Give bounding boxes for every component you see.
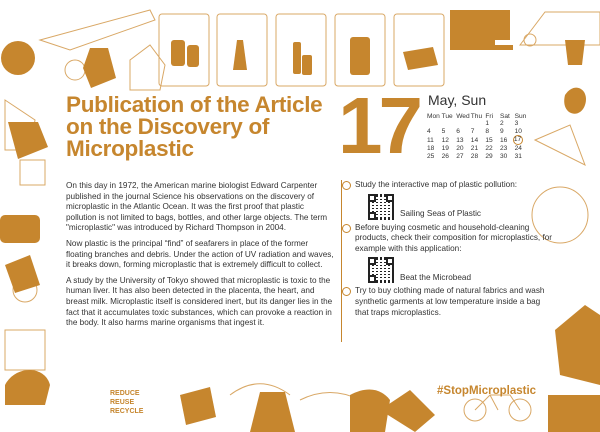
weekday-label: Thu xyxy=(470,113,483,120)
calendar-day-number: 9 xyxy=(499,127,504,135)
calendar-day xyxy=(485,145,500,152)
calendar-day-number: 5 xyxy=(441,127,446,135)
calendar-day-number: 19 xyxy=(441,145,449,153)
calendar-day xyxy=(485,135,500,145)
paragraph: Now plastic is the principal “find” of seafarers in place of the former floating branches and debris. Under the action of UV radiation and waves, it breaks down, forming microplastic that is extremely difficult to collect. xyxy=(66,238,334,270)
calendar-day-number: 8 xyxy=(485,127,490,135)
calendar-day xyxy=(456,135,471,145)
month-weekday: May, Sun xyxy=(428,92,487,108)
calendar-day-number: 13 xyxy=(456,136,464,144)
weekday-label: Wed xyxy=(456,113,470,120)
calendar-week-row xyxy=(427,120,529,127)
mini-calendar xyxy=(427,113,529,160)
weekday-label: Mon xyxy=(427,113,440,120)
tips-list xyxy=(355,180,555,321)
calendar-day xyxy=(427,135,442,145)
calendar-day xyxy=(442,145,457,152)
tip-item xyxy=(355,223,555,284)
calendar-day-number: 22 xyxy=(485,145,493,153)
calendar-day xyxy=(442,135,457,145)
calendar-day xyxy=(427,153,442,160)
qr-label: Beat the Microbead xyxy=(400,272,472,282)
calendar-day-number: 2 xyxy=(499,120,504,128)
calendar-day-number: 21 xyxy=(470,145,479,153)
calendar-day xyxy=(456,153,471,160)
hashtag: #StopMicroplastic xyxy=(437,385,537,397)
weekday-label: Sun xyxy=(514,113,527,120)
calendar-day xyxy=(442,120,457,127)
calendar-day xyxy=(515,120,530,127)
calendar-week-row xyxy=(427,153,529,160)
divider-line xyxy=(341,180,342,342)
qr-link-sailing-seas[interactable] xyxy=(368,194,555,220)
calendar-day-number: 11 xyxy=(427,136,434,144)
page-title: Publication of the Article on the Discovery of Microplastic xyxy=(66,92,323,161)
calendar-day xyxy=(427,128,442,135)
qr-label: Sailing Seas of Plastic xyxy=(400,209,482,218)
calendar-day-number: 18 xyxy=(427,145,435,153)
calendar-day-number: 28 xyxy=(470,152,479,160)
calendar-day-number: 30 xyxy=(499,152,508,160)
calendar-day xyxy=(471,128,486,135)
calendar-day-number: 26 xyxy=(441,152,449,160)
calendar-day xyxy=(515,135,530,145)
calendar-day xyxy=(500,145,515,152)
calendar-day-number: 7 xyxy=(470,127,475,135)
calendar-day xyxy=(442,153,457,160)
calendar-day-number: 29 xyxy=(485,152,493,160)
weekday-label: Tue xyxy=(441,113,453,120)
calendar-header-row xyxy=(427,113,529,120)
calendar-day xyxy=(471,153,486,160)
paragraph: A study by the University of Tokyo showed that microplastic is toxic to the human liver. It has also been detected in the placenta, the heart, and breast milk. Microplastic itself is considered inert, but its danger lies in the fact that it accumulates toxic substances, which can provoke a reaction in the body. It also harms marine organisms that ingest it. xyxy=(66,275,333,328)
calendar-day xyxy=(515,145,530,152)
calendar-day-number: 17 xyxy=(513,136,522,144)
calendar-day-number: 20 xyxy=(456,145,464,153)
calendar-day-number: 27 xyxy=(456,152,464,160)
calendar-day-number: 16 xyxy=(499,136,508,144)
calendar-day xyxy=(515,153,530,160)
day-number: 17 xyxy=(338,81,419,170)
calendar-day-number: 4 xyxy=(427,127,431,135)
calendar-day-number: 10 xyxy=(514,127,522,135)
calendar-day-number: 23 xyxy=(499,145,508,153)
tip-text: Study the interactive map of plastic pollution: xyxy=(355,180,518,189)
qr-code-icon[interactable] xyxy=(368,194,394,220)
tip-text: Before buying cosmetic and household-cleaning products, check their composition for microplastics, for example with this application: xyxy=(355,222,553,253)
calendar-day xyxy=(456,145,471,152)
tip-item xyxy=(355,180,555,220)
svg-text:RECYCLE: RECYCLE xyxy=(110,408,144,415)
calendar-day xyxy=(485,153,500,160)
calendar-day-number: 31 xyxy=(514,152,522,160)
svg-text:REUSE: REUSE xyxy=(110,399,135,406)
calendar-day xyxy=(471,120,486,127)
calendar-day xyxy=(456,120,471,127)
calendar-day-number: 12 xyxy=(441,136,449,144)
weekday-label: Fri xyxy=(485,113,494,120)
calendar-day-number: 14 xyxy=(470,136,479,144)
tip-text: Try to buy clothing made of natural fabrics and wash synthetic garments at low temperature inside a bag that traps microplastics. xyxy=(355,286,545,317)
calendar-day xyxy=(485,128,500,135)
tip-item xyxy=(355,286,555,318)
decor-reduce-text: REDUCE xyxy=(110,390,140,397)
calendar-day xyxy=(515,128,530,135)
bullet-circle-icon xyxy=(342,224,351,233)
paragraph: On this day in 1972, the American marine biologist Edward Carpenter published in the journal Science his observations on the discovery of microplastic in the Atlantic Ocean. It was the first proof that plastic pollution is not limited to bags, bottles, and other large objects. The term "microplastic" was introduced by Richard Thompson in 2004. xyxy=(66,181,328,233)
calendar-day-number: 1 xyxy=(485,120,490,128)
calendar-day-number: 3 xyxy=(514,120,519,128)
calendar-day xyxy=(442,128,457,135)
calendar-day xyxy=(500,153,515,160)
weekday-label: Sat xyxy=(499,113,510,120)
qr-code-icon[interactable] xyxy=(368,257,394,283)
calendar-day-number: 24 xyxy=(514,145,522,153)
calendar-week-row xyxy=(427,128,529,135)
bullet-circle-icon xyxy=(342,181,351,190)
article-body xyxy=(66,181,336,334)
calendar-week-row xyxy=(427,145,529,152)
calendar-day xyxy=(456,128,471,135)
calendar-day xyxy=(471,145,486,152)
calendar-day xyxy=(427,120,442,127)
calendar-week-row xyxy=(427,135,529,145)
calendar-day xyxy=(500,128,515,135)
calendar-day-number: 6 xyxy=(456,127,460,135)
qr-link-beat-the-microbead[interactable] xyxy=(368,257,555,283)
calendar-day xyxy=(485,120,500,127)
calendar-day xyxy=(471,135,486,145)
calendar-day xyxy=(427,145,442,152)
calendar-day xyxy=(500,120,515,127)
calendar-day-number: 25 xyxy=(427,152,435,160)
calendar-day-number: 15 xyxy=(485,136,493,144)
